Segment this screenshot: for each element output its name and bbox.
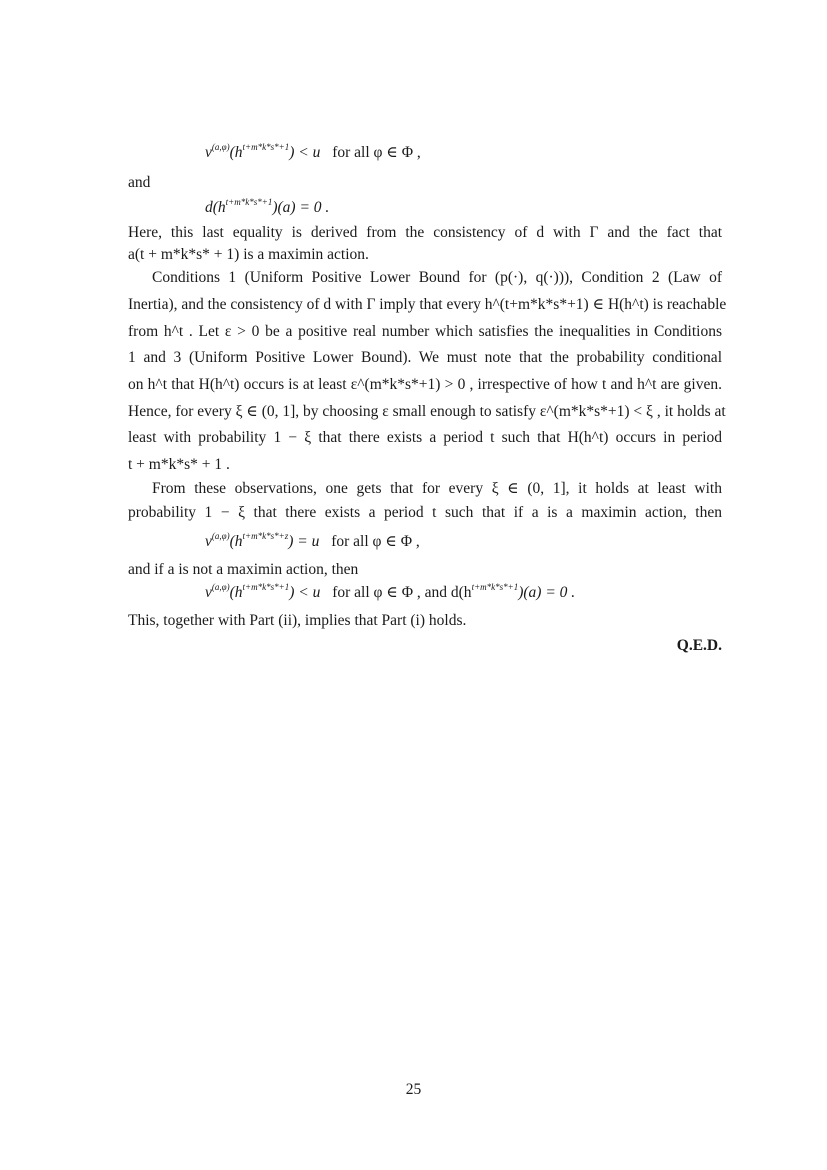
eq3-arg: (h [229, 533, 243, 550]
p3-line-2: probability 1 − ξ that there exists a period t such that if a is a maximin action, then [128, 504, 722, 521]
eq4-sup: (a,φ) [211, 582, 230, 592]
and-word: and [128, 174, 151, 191]
p2-line-8: t + m*k*s* + 1 . [128, 456, 230, 473]
equation-2 [205, 198, 329, 218]
eq4-arg: (h [229, 584, 243, 601]
equation-1 [205, 143, 421, 163]
p2-line-6: Hence, for every ξ ∈ (0, 1], by choosing ε small enough to satisfy ε^(m*k*s*+1) < ξ , it holds at [128, 403, 726, 420]
eq1-lhs: ν [205, 144, 212, 161]
p2-line-2: Inertia), and the consistency of d with Γ imply that every h^(t+m*k*s*+1) ∈ H(h^t) is reachable [128, 296, 727, 313]
eq1-rest: ) < u [289, 144, 321, 161]
eq2-lhs: d(h [205, 199, 226, 216]
eq3-sup: (a,φ) [211, 531, 230, 541]
p1-line-1: Here, this last equality is derived from the consistency of d with Γ and the fact that [128, 224, 722, 241]
eq2-sup: t+m*k*s*+1 [225, 197, 273, 207]
p3-line-1: From these observations, one gets that for every ξ ∈ (0, 1], it holds at least with [152, 480, 722, 497]
p2-line-1: Conditions 1 (Uniform Positive Lower Bound for (p(·), q(·))), Condition 2 (Law of [152, 269, 722, 286]
eq3-tail: for all φ ∈ Φ , [331, 533, 420, 550]
p1-line-2: a(t + m*k*s* + 1) is a maximin action. [128, 246, 369, 263]
p2-line-4: 1 and 3 (Uniform Positive Lower Bound). We must note that the probability conditional [128, 349, 722, 366]
eq3-rest: ) = u [288, 533, 320, 550]
page-number: 25 [405, 1081, 422, 1098]
eq3-argsup: t+m*k*s*+z [242, 531, 289, 541]
equation-3 [205, 532, 420, 552]
qed-mark: Q.E.D. [676, 637, 722, 654]
eq2-rest: )(a) = 0 . [272, 199, 330, 216]
eq1-argsup: t+m*k*s*+1 [242, 142, 290, 152]
p2-line-7: least with probability 1 − ξ that there exists a period t such that H(h^t) occurs in period [128, 429, 722, 446]
eq4-tailrest: )(a) = 0 . [518, 584, 576, 601]
eq4-lhs: ν [205, 584, 212, 601]
equation-4 [205, 583, 575, 603]
eq4-tailsup: t+m*k*s*+1 [471, 582, 519, 592]
p2-line-3: from h^t . Let ε > 0 be a positive real number which satisfies the inequalities in Conditions [128, 323, 722, 340]
eq3-lhs: ν [205, 533, 212, 550]
p4-line-1: and if a is not a maximin action, then [128, 561, 359, 578]
eq4-argsup: t+m*k*s*+1 [242, 582, 290, 592]
eq1-arg: (h [229, 144, 243, 161]
p5-line-1: This, together with Part (ii), implies that Part (i) holds. [128, 612, 467, 629]
eq1-sup: (a,φ) [211, 142, 230, 152]
eq4-rest: ) < u [289, 584, 321, 601]
eq1-tail: for all φ ∈ Φ , [332, 144, 421, 161]
eq4-tail: for all φ ∈ Φ , and d(h [332, 584, 472, 601]
p2-line-5: on h^t that H(h^t) occurs is at least ε^(m*k*s*+1) > 0 , irrespective of how t and h^t are given. [128, 376, 722, 393]
